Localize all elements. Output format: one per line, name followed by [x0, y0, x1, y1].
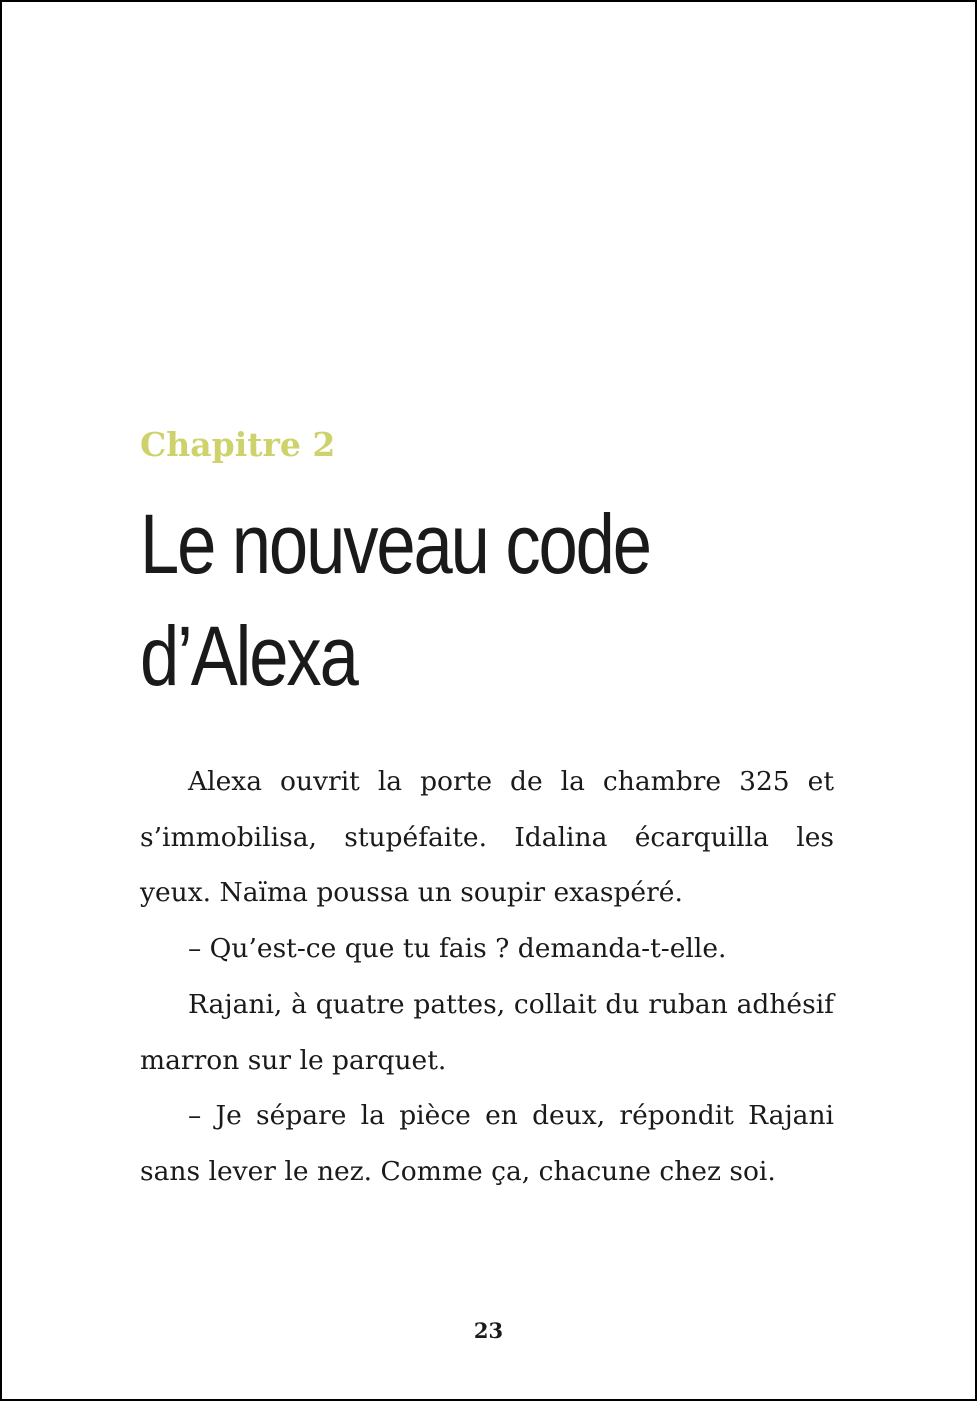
- paragraph: – Qu’est-ce que tu fais ? demanda-t-elle.: [188, 933, 727, 965]
- page-number: 23: [473, 1318, 504, 1343]
- chapter-label: Chapitre 2: [140, 425, 336, 464]
- paragraph: – Je sépare la pièce en deux, répondit Rajani sans lever le nez. Comme ça, chacune chez soi.: [140, 1100, 834, 1187]
- paragraph: Rajani, à quatre pattes, collait du ruban adhésif marron sur le parquet.: [140, 988, 834, 1076]
- paragraph: Alexa ouvrit la porte de la chambre 325 et s’immobilisa, stupéfaite. Idalina écarquilla les yeux. Naïma poussa un soupir exaspéré.: [140, 766, 834, 909]
- chapter-title-line-2: d’Alexa: [140, 609, 357, 703]
- body-text: [140, 754, 834, 1200]
- chapter-title-line-1: Le nouveau code: [140, 497, 650, 591]
- chapter-title: [140, 488, 650, 712]
